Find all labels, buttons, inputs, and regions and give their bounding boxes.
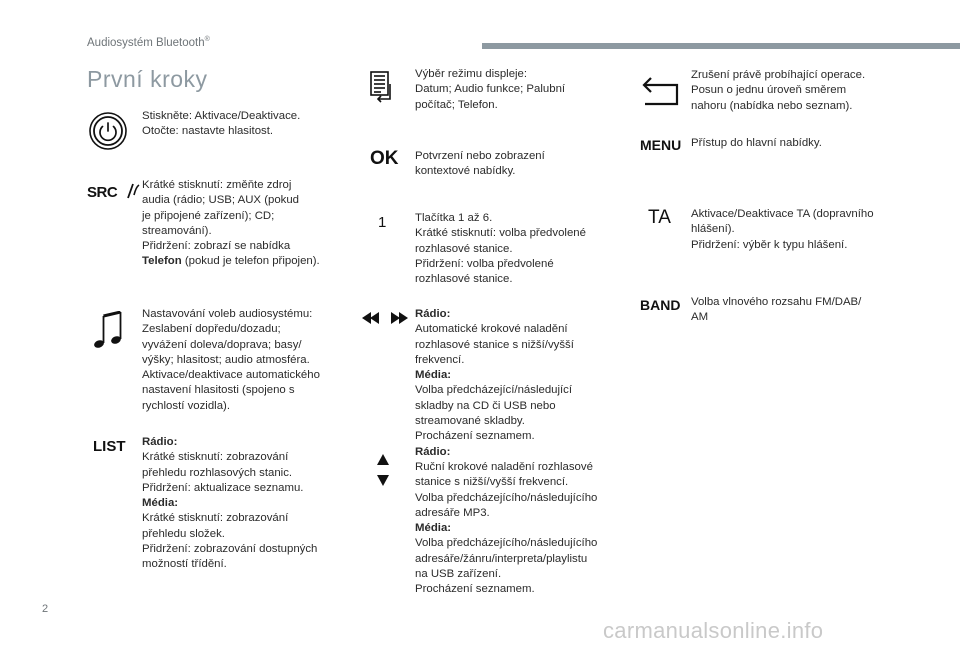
menu-icon: MENU: [640, 137, 682, 153]
ta-icon: TA: [648, 207, 671, 228]
list-description: Rádio: Krátké stisknutí: zobrazování přehledu rozhlasových stanic. Přidržení: aktualizace seznamu. Média: Krátké stisknutí: zobrazování přehledu složek. Přidržení: zobrazování dostupných možností třídění.: [142, 436, 318, 571]
menu-description: Přístup do hlavní nabídky.: [691, 137, 822, 149]
up-down-arrows-icon: [376, 454, 390, 491]
sound-settings-description: Nastavování voleb audiosystému: Zeslabení dopředu/dozadu; vyvážení doleva/doprava; basy/ výšky; hlasitost; audio atmosféra. Aktivace/deaktivace automatického nastavení hlasitosti (spojeno s rychlostí vozidla).: [142, 308, 320, 412]
back-description: Zrušení právě probíhající operace. Posun o jednu úroveň směrem nahoru (nabídka nebo seznam).: [691, 69, 866, 112]
power-description: Stiskněte: Aktivace/Deaktivace. Otočte: nastavte hlasitost.: [142, 110, 301, 138]
src-icon: SRC: [87, 183, 141, 201]
music-note-icon: [93, 311, 123, 354]
band-icon: BAND: [640, 297, 681, 313]
header-title: Audiosystém Bluetooth®: [87, 36, 210, 49]
page-title: První kroky: [87, 66, 208, 92]
display-mode-icon: [369, 70, 397, 109]
preset-one-icon: 1: [378, 214, 387, 231]
page-number: 2: [42, 603, 49, 615]
band-description: Volba vlnového rozsahu FM/DAB/ AM: [691, 296, 862, 324]
display-mode-description: Výběr režimu displeje: Datum; Audio funkce; Palubní počítač; Telefon.: [415, 68, 566, 111]
header-bar: [482, 43, 960, 49]
ta-description: Aktivace/Deaktivace TA (dopravního hlášení). Přidržení: výběr k typu hlášení.: [691, 208, 874, 251]
seek-arrows-icon: [362, 311, 408, 330]
power-icon: [88, 111, 128, 156]
ok-icon: OK: [370, 148, 399, 169]
trademark-symbol: ®: [204, 36, 210, 43]
presets-description: Tlačítka 1 až 6. Krátké stisknutí: volba předvolené rozhlasové stanice. Přidržení: volba předvolené rozhlasové stanice.: [415, 212, 586, 286]
seek-description: Rádio: Automatické krokové naladění rozhlasové stanice s nižší/vyšší frekvencí. Média: Volba předcházející/následující skladby na CD či USB nebo streamované skladby. Procházení seznamem. Rádio: Ruční krokové naladění rozhlasové stanice s nižší/vyšší frekvencí. Volba předcházejícího/následujícího adresáře MP3. Média: Volba předcházejícího/následujícího adresáře/žánru/interpreta/playlistu na USB zařízení. Procházení seznamem.: [415, 308, 598, 596]
list-icon: LIST: [93, 438, 126, 455]
src-description: Krátké stisknutí: změňte zdroj audia (rádio; USB; AUX (pokud je připojené zařízení); CD; streamování). Přidržení: zobrazí se nabídka Telefon (pokud je telefon připojen).: [142, 179, 320, 268]
back-arrow-icon: [641, 75, 681, 112]
ok-description: Potvrzení nebo zobrazení kontextové nabídky.: [415, 150, 545, 178]
watermark: carmanualsonline.info: [603, 618, 824, 643]
